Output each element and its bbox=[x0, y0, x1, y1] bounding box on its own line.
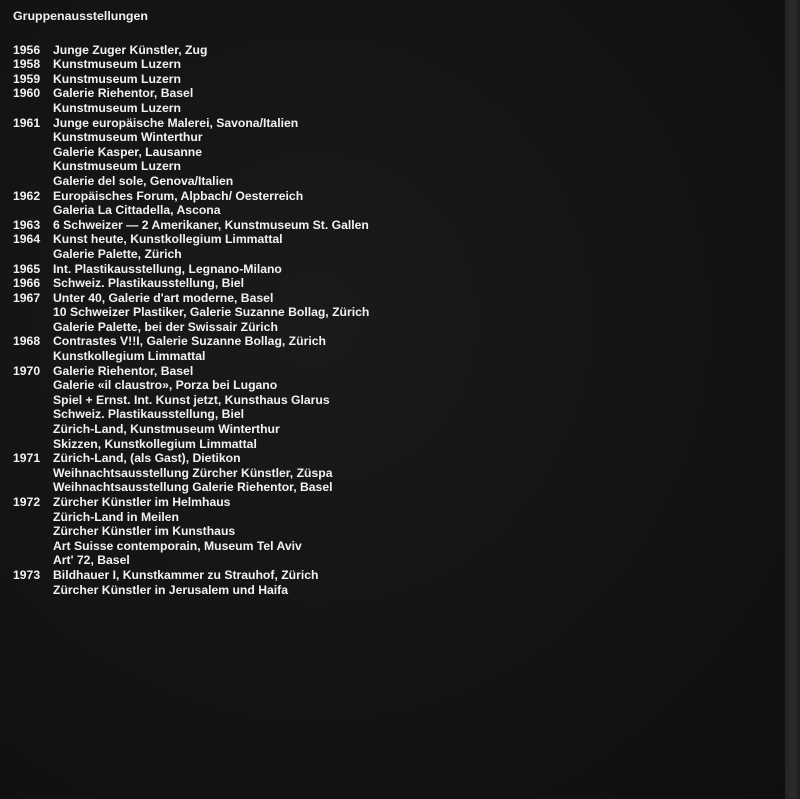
exhibition-rows bbox=[13, 43, 369, 598]
exhibition-year: 1973 bbox=[13, 567, 41, 582]
exhibition-year: 1971 bbox=[13, 451, 41, 466]
exhibition-entry: Int. Plastikausstellung, Legnano-Milano bbox=[53, 261, 282, 276]
exhibition-row bbox=[13, 437, 369, 452]
exhibition-row bbox=[13, 524, 369, 539]
exhibition-entry: Junge europäische Malerei, Savona/Italien bbox=[53, 115, 299, 130]
exhibition-entry: Kunstmuseum Luzern bbox=[53, 100, 181, 115]
exhibition-entry: Kunstmuseum Luzern bbox=[53, 159, 181, 174]
exhibition-year: 1967 bbox=[13, 290, 41, 305]
exhibition-entry: Galerie Palette, Zürich bbox=[53, 246, 182, 261]
exhibition-year: 1962 bbox=[13, 188, 41, 203]
exhibition-entry: 10 Schweizer Plastiker, Galerie Suzanne Bollag, Zürich bbox=[53, 305, 370, 320]
exhibition-year bbox=[13, 159, 53, 174]
exhibition-row bbox=[13, 291, 369, 306]
exhibition-year bbox=[13, 437, 53, 452]
exhibition-year: 1968 bbox=[13, 334, 41, 349]
exhibition-year bbox=[13, 378, 53, 393]
exhibition-year bbox=[13, 466, 53, 481]
exhibition-year: 1966 bbox=[13, 276, 41, 291]
exhibition-row bbox=[13, 451, 369, 466]
exhibition-entry: Skizzen, Kunstkollegium Limmattal bbox=[53, 436, 257, 451]
exhibition-year bbox=[13, 130, 53, 145]
exhibition-entry: Kunst heute, Kunstkollegium Limmattal bbox=[53, 232, 283, 247]
exhibition-entry: Galerie Riehentor, Basel bbox=[53, 363, 194, 378]
exhibition-entry: Zürich-Land, Kunstmuseum Winterthur bbox=[53, 422, 280, 437]
exhibition-year bbox=[13, 320, 53, 335]
exhibition-entry: Kunstmuseum Luzern bbox=[53, 71, 181, 86]
exhibition-year bbox=[13, 422, 53, 437]
exhibition-row bbox=[13, 393, 369, 408]
exhibition-entry: Galerie Kasper, Lausanne bbox=[53, 144, 203, 159]
exhibition-row bbox=[13, 203, 369, 218]
exhibition-year bbox=[13, 539, 53, 554]
exhibition-entry: Zürcher Künstler in Jerusalem und Haifa bbox=[53, 582, 289, 597]
exhibition-row bbox=[13, 247, 369, 262]
exhibition-row bbox=[13, 276, 369, 291]
exhibition-row bbox=[13, 43, 369, 58]
exhibition-row bbox=[13, 101, 369, 116]
exhibition-row bbox=[13, 189, 369, 204]
exhibition-row bbox=[13, 364, 369, 379]
exhibition-year: 1960 bbox=[13, 86, 41, 101]
exhibition-year bbox=[13, 393, 53, 408]
exhibition-entry: Kunstkollegium Limmattal bbox=[53, 349, 206, 364]
exhibition-list bbox=[13, 9, 369, 597]
exhibition-year bbox=[13, 583, 53, 598]
exhibition-row bbox=[13, 466, 369, 481]
exhibition-year bbox=[13, 145, 53, 160]
exhibition-row bbox=[13, 262, 369, 277]
exhibition-entry: Junge Zuger Künstler, Zug bbox=[53, 42, 208, 57]
exhibition-row bbox=[13, 553, 369, 568]
exhibition-row bbox=[13, 232, 369, 247]
exhibition-row bbox=[13, 378, 369, 393]
exhibition-entry: Spiel + Ernst. Int. Kunst jetzt, Kunsthaus Glarus bbox=[53, 392, 330, 407]
exhibition-row bbox=[13, 305, 369, 320]
exhibition-entry: Schweiz. Plastikausstellung, Biel bbox=[53, 276, 245, 291]
exhibition-year bbox=[13, 407, 53, 422]
exhibition-year bbox=[13, 480, 53, 495]
exhibition-entry: Zürcher Künstler im Helmhaus bbox=[53, 495, 231, 509]
exhibition-entry: 6 Schweizer — 2 Amerikaner, Kunstmuseum St. Gallen bbox=[53, 217, 369, 232]
exhibition-year: 1958 bbox=[13, 57, 41, 72]
exhibition-entry: Contrastes V!!I, Galerie Suzanne Bollag, Zürich bbox=[53, 334, 326, 349]
exhibition-row bbox=[13, 480, 369, 495]
exhibition-year: 1970 bbox=[13, 363, 41, 378]
exhibition-row bbox=[13, 510, 369, 525]
exhibition-row bbox=[13, 130, 369, 145]
exhibition-year bbox=[13, 553, 53, 568]
page-title: Gruppenausstellungen bbox=[13, 9, 148, 23]
exhibition-year bbox=[13, 203, 53, 218]
exhibition-entry: Zürich-Land in Meilen bbox=[53, 509, 179, 524]
exhibition-row bbox=[13, 349, 369, 364]
exhibition-entry: Art' 72, Basel bbox=[53, 553, 130, 568]
exhibition-year: 1965 bbox=[13, 261, 41, 276]
exhibition-entry: Kunstmuseum Luzern bbox=[53, 57, 181, 72]
exhibition-year bbox=[13, 349, 53, 364]
exhibition-row bbox=[13, 334, 369, 349]
exhibition-entry: Kunstmuseum Winterthur bbox=[53, 130, 203, 145]
exhibition-row bbox=[13, 422, 369, 437]
exhibition-year bbox=[13, 524, 53, 539]
exhibition-row bbox=[13, 72, 369, 87]
exhibition-year bbox=[13, 174, 53, 189]
exhibition-entry: Galerie Palette, bei der Swissair Zürich bbox=[53, 319, 278, 334]
exhibition-entry: Zürich-Land, (als Gast), Dietikon bbox=[53, 451, 241, 466]
exhibition-year: 1956 bbox=[13, 42, 41, 57]
exhibition-year bbox=[13, 101, 53, 116]
exhibition-entry: Art Suisse contemporain, Museum Tel Aviv bbox=[53, 538, 302, 553]
exhibition-entry: Europäisches Forum, Alpbach/ Oesterreich bbox=[53, 188, 304, 203]
exhibition-year bbox=[13, 305, 53, 320]
exhibition-row bbox=[13, 407, 369, 422]
exhibition-entry: Galeria La Cittadella, Ascona bbox=[53, 203, 221, 218]
exhibition-row bbox=[13, 116, 369, 131]
exhibition-row bbox=[13, 86, 369, 101]
exhibition-year: 1959 bbox=[13, 71, 41, 86]
exhibition-row bbox=[13, 57, 369, 72]
exhibition-year: 1972 bbox=[13, 495, 41, 509]
exhibition-entry: Galerie Riehentor, Basel bbox=[53, 86, 194, 101]
exhibition-entry: Weihnachtsausstellung Galerie Riehentor, Basel bbox=[53, 480, 333, 495]
exhibition-entry: Zürcher Künstler im Kunsthaus bbox=[53, 524, 236, 539]
exhibition-row bbox=[13, 568, 369, 583]
exhibition-year bbox=[13, 247, 53, 262]
exhibition-year bbox=[13, 510, 53, 525]
exhibition-row bbox=[13, 320, 369, 335]
exhibition-year: 1961 bbox=[13, 115, 41, 130]
exhibition-entry: Galerie «il claustro», Porza bei Lugano bbox=[53, 378, 278, 393]
exhibition-row bbox=[13, 174, 369, 189]
exhibition-row bbox=[13, 159, 369, 174]
exhibition-row bbox=[13, 495, 369, 510]
page-edge bbox=[785, 0, 800, 799]
exhibition-entry: Weihnachtsausstellung Zürcher Künstler, Züspa bbox=[53, 465, 333, 480]
exhibition-row bbox=[13, 583, 369, 598]
exhibition-row bbox=[13, 145, 369, 160]
exhibition-entry: Schweiz. Plastikausstellung, Biel bbox=[53, 407, 245, 422]
exhibition-row bbox=[13, 539, 369, 554]
exhibition-year: 1964 bbox=[13, 232, 41, 247]
exhibition-entry: Unter 40, Galerie d'art moderne, Basel bbox=[53, 290, 274, 305]
exhibition-entry: Galerie del sole, Genova/Italien bbox=[53, 173, 234, 188]
exhibition-year: 1963 bbox=[13, 217, 41, 232]
exhibition-entry: Bildhauer I, Kunstkammer zu Strauhof, Zürich bbox=[53, 567, 319, 582]
exhibition-row bbox=[13, 218, 369, 233]
